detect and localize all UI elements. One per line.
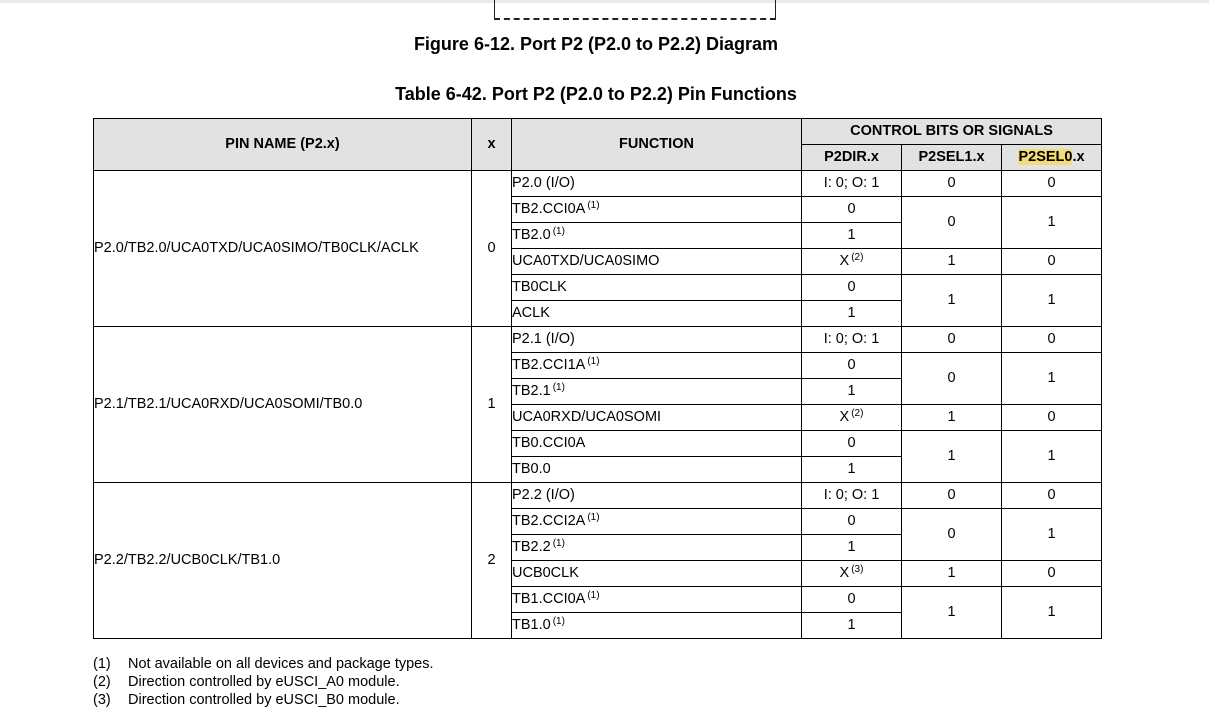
function-cell	[512, 301, 802, 327]
footnote-text: Direction controlled by eUSCI_B0 module.	[128, 692, 400, 708]
p2dir-value: 0	[847, 357, 856, 373]
search-highlight: P2SEL0	[1018, 149, 1073, 165]
header-p2sel0-suffix: .x	[1072, 149, 1085, 165]
p2dir-value: 0	[847, 435, 856, 451]
footnote-ref[interactable]: (1)	[552, 382, 565, 393]
function-cell	[512, 197, 802, 223]
function-name: TB2.0	[512, 227, 551, 243]
table-row	[94, 171, 1102, 197]
p2dir-cell	[802, 457, 902, 483]
p2sel0-cell: 0	[1002, 249, 1102, 275]
footnotes	[93, 655, 434, 709]
pin-functions-table	[93, 118, 1102, 639]
footnote-item	[93, 673, 434, 691]
p2dir-value: 1	[847, 617, 856, 633]
p2dir-cell	[802, 223, 902, 249]
pin-name-cell: P2.1/TB2.1/UCA0RXD/UCA0SOMI/TB0.0	[94, 327, 472, 483]
p2dir-value: 0	[847, 279, 856, 295]
table-row	[94, 483, 1102, 509]
function-cell	[512, 613, 802, 639]
p2sel1-cell: 1	[902, 275, 1002, 327]
table-title: Table 6-42. Port P2 (P2.0 to P2.2) Pin Functions	[395, 84, 797, 104]
header-p2sel1: P2SEL1.x	[902, 145, 1002, 171]
p2sel0-cell: 0	[1002, 405, 1102, 431]
function-name: TB1.0	[512, 617, 551, 633]
pin-name-cell: P2.0/TB2.0/UCA0TXD/UCA0SIMO/TB0CLK/ACLK	[94, 171, 472, 327]
p2dir-value: 0	[847, 591, 856, 607]
footnote-ref[interactable]: (3)	[851, 564, 864, 575]
function-name: TB1.CCI0A	[512, 591, 586, 607]
footnote-ref[interactable]: (2)	[851, 408, 864, 419]
footnote-ref[interactable]: (1)	[552, 226, 565, 237]
function-name: TB0CLK	[512, 279, 567, 295]
footnote-ref[interactable]: (2)	[851, 252, 864, 263]
p2dir-value: X	[839, 409, 850, 425]
p2dir-value: X	[839, 253, 850, 269]
p2dir-value: 1	[847, 305, 856, 321]
function-name: P2.2 (I/O)	[512, 487, 575, 503]
header-function: FUNCTION	[512, 119, 802, 171]
pin-x-cell: 2	[472, 483, 512, 639]
footnote-text: Not available on all devices and package types.	[128, 656, 434, 672]
footnote-number: (3)	[93, 692, 111, 708]
function-cell	[512, 405, 802, 431]
p2sel0-cell: 0	[1002, 327, 1102, 353]
header-pin-name: PIN NAME (P2.x)	[94, 119, 472, 171]
function-cell	[512, 587, 802, 613]
p2dir-value: 0	[847, 513, 856, 529]
p2dir-cell	[802, 535, 902, 561]
footnote-ref[interactable]: (1)	[587, 590, 600, 601]
function-name: TB2.CCI2A	[512, 513, 586, 529]
p2dir-cell	[802, 171, 902, 197]
p2dir-cell	[802, 483, 902, 509]
p2dir-value: 0	[847, 201, 856, 217]
p2sel1-cell: 0	[902, 509, 1002, 561]
p2dir-value: 1	[847, 383, 856, 399]
p2dir-cell	[802, 249, 902, 275]
p2dir-cell	[802, 509, 902, 535]
footnote-ref[interactable]: (1)	[552, 538, 565, 549]
function-name: TB2.2	[512, 539, 551, 555]
diagram-dashed-border	[494, 0, 776, 20]
footnote-ref[interactable]: (1)	[587, 356, 600, 367]
p2dir-value: I: 0; O: 1	[823, 175, 880, 191]
p2dir-cell	[802, 587, 902, 613]
p2dir-cell	[802, 405, 902, 431]
p2dir-cell	[802, 275, 902, 301]
function-name: P2.1 (I/O)	[512, 331, 575, 347]
p2sel0-cell: 1	[1002, 431, 1102, 483]
function-cell	[512, 535, 802, 561]
function-name: TB0.0	[512, 461, 551, 477]
function-name: TB0.CCI0A	[512, 435, 586, 451]
header-p2sel0	[1002, 145, 1102, 171]
function-cell	[512, 275, 802, 301]
function-name: ACLK	[512, 305, 550, 321]
function-cell	[512, 431, 802, 457]
function-cell	[512, 509, 802, 535]
p2sel1-cell: 1	[902, 431, 1002, 483]
function-cell	[512, 353, 802, 379]
p2dir-value: X	[839, 565, 850, 581]
footnote-text: Direction controlled by eUSCI_A0 module.	[128, 674, 400, 690]
p2dir-value: 1	[847, 227, 856, 243]
function-cell	[512, 457, 802, 483]
function-cell	[512, 171, 802, 197]
p2dir-cell	[802, 431, 902, 457]
footnote-number: (2)	[93, 674, 111, 690]
p2sel0-cell: 1	[1002, 587, 1102, 639]
header-control-bits: CONTROL BITS OR SIGNALS	[802, 119, 1102, 145]
p2sel0-cell: 1	[1002, 275, 1102, 327]
footnote-ref[interactable]: (1)	[587, 200, 600, 211]
p2dir-value: 1	[847, 539, 856, 555]
pin-x-cell: 0	[472, 171, 512, 327]
p2dir-value: 1	[847, 461, 856, 477]
function-name: UCA0TXD/UCA0SIMO	[512, 253, 660, 269]
footnote-ref[interactable]: (1)	[552, 616, 565, 627]
p2sel1-cell: 1	[902, 561, 1002, 587]
p2dir-cell	[802, 561, 902, 587]
function-cell	[512, 249, 802, 275]
p2sel1-cell: 0	[902, 197, 1002, 249]
p2sel1-cell: 0	[902, 327, 1002, 353]
function-name: TB2.CCI0A	[512, 201, 586, 217]
function-cell	[512, 379, 802, 405]
function-cell	[512, 223, 802, 249]
p2dir-cell	[802, 301, 902, 327]
p2sel0-cell: 0	[1002, 561, 1102, 587]
p2sel1-cell: 1	[902, 587, 1002, 639]
figure-caption: Figure 6-12. Port P2 (P2.0 to P2.2) Diagram	[413, 34, 779, 54]
footnote-item	[93, 691, 434, 709]
function-cell	[512, 327, 802, 353]
p2sel1-cell: 1	[902, 249, 1002, 275]
footnote-number: (1)	[93, 656, 111, 672]
p2dir-value: I: 0; O: 1	[823, 331, 880, 347]
function-name: P2.0 (I/O)	[512, 175, 575, 191]
function-cell	[512, 561, 802, 587]
table-row	[94, 327, 1102, 353]
p2dir-cell	[802, 353, 902, 379]
p2sel0-cell: 1	[1002, 197, 1102, 249]
p2dir-cell	[802, 613, 902, 639]
p2sel1-cell: 1	[902, 405, 1002, 431]
function-name: UCB0CLK	[512, 565, 579, 581]
p2sel1-cell: 0	[902, 483, 1002, 509]
p2sel0-cell: 0	[1002, 483, 1102, 509]
p2sel0-cell: 1	[1002, 353, 1102, 405]
p2sel0-cell: 0	[1002, 171, 1102, 197]
pin-name-cell: P2.2/TB2.2/UCB0CLK/TB1.0	[94, 483, 472, 639]
table-body	[94, 171, 1102, 639]
p2sel1-cell: 0	[902, 171, 1002, 197]
function-cell	[512, 483, 802, 509]
function-name: TB2.1	[512, 383, 551, 399]
footnote-item	[93, 655, 434, 673]
function-name: TB2.CCI1A	[512, 357, 586, 373]
p2dir-cell	[802, 379, 902, 405]
p2sel1-cell: 0	[902, 353, 1002, 405]
header-x: x	[472, 119, 512, 171]
p2dir-cell	[802, 327, 902, 353]
footnote-ref[interactable]: (1)	[587, 512, 600, 523]
p2dir-cell	[802, 197, 902, 223]
header-p2dir: P2DIR.x	[802, 145, 902, 171]
p2dir-value: I: 0; O: 1	[823, 487, 880, 503]
pin-x-cell: 1	[472, 327, 512, 483]
function-name: UCA0RXD/UCA0SOMI	[512, 409, 662, 425]
p2sel0-cell: 1	[1002, 509, 1102, 561]
